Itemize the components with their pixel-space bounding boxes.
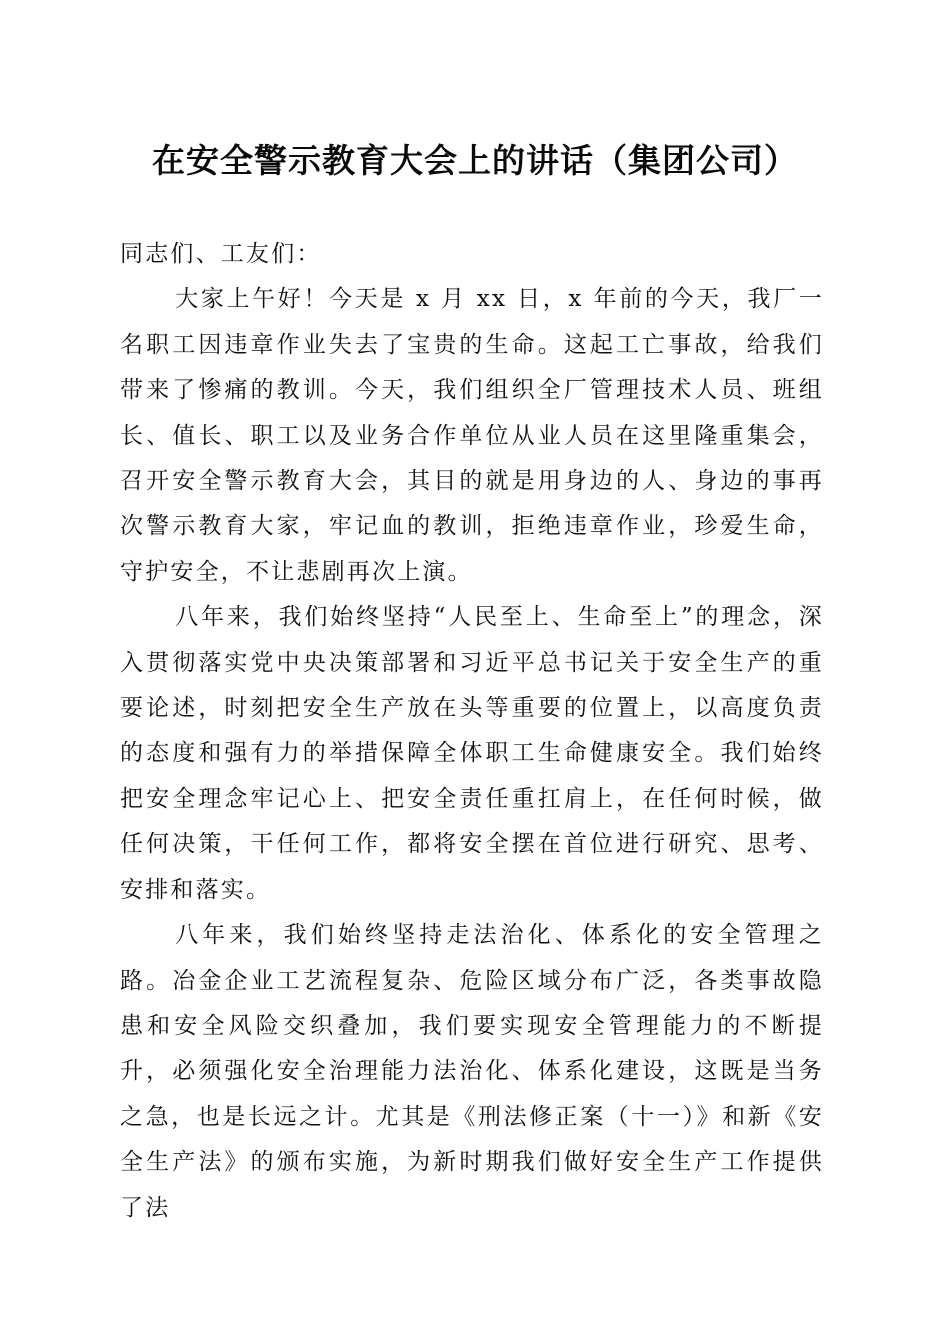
salutation: 同志们、工友们： (120, 241, 322, 267)
paragraph-opening: 大家上午好！今天是 x 月 xx 日，x 年前的今天，我厂一名职工因违章作业失去了宝贵的生命。这起工亡事故，给我们带来了惨痛的教训。今天，我们组织全厂管理技术人员、班组长、值长、职工以及业务合作单位从业人员在这里隆重集会，召开安全警示教育大会，其目的就是用身边的人、身边的事再次警示教育大家，牢记血的教训，拒绝违章作业，珍爱生命，守护安全，不让悲剧再次上演。 (120, 286, 824, 585)
paragraph-safety-philosophy: 八年来，我们始终坚持“人民至上、生命至上”的理念，深入贯彻落实党中央决策部署和习近平总书记关于安全生产的重要论述，时刻把安全生产放在头等重要的位置上，以高度负责的态度和强有力的举措保障全体职工生命健康安全。我们始终把安全理念牢记心上、把安全责任重扛肩上，在任何时候，做任何决策，干任何工作，都将安全摆在首位进行研究、思考、安排和落实。 (120, 604, 824, 903)
document-title: 在安全警示教育大会上的讲话（集团公司） (152, 141, 798, 180)
document-body (120, 232, 824, 1231)
paragraph-rule-of-law: 八年来，我们始终坚持走法治化、体系化的安全管理之路。冶金企业工艺流程复杂、危险区域分布广泛，各类事故隐患和安全风险交织叠加，我们要实现安全管理能力的不断提升，必须强化安全治理能力法治化、体系化建设，这既是当务之急，也是长远之计。尤其是《刑法修正案（十一）》和新《安全生产法》的颁布实施，为新时期我们做好安全生产工作提供了法 (120, 922, 824, 1221)
